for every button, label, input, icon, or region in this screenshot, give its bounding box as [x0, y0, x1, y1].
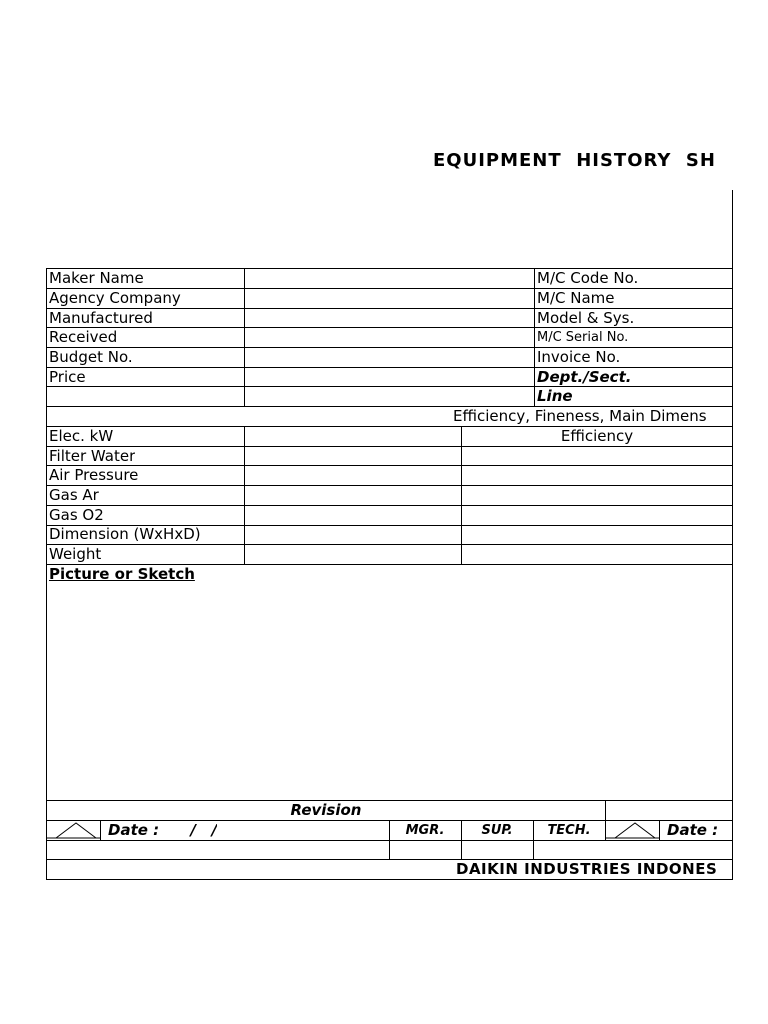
field-mc-name-label: M/C Name: [537, 289, 615, 307]
revision-date-right: Date :: [667, 821, 719, 839]
field-maker-name-label: Maker Name: [49, 269, 144, 287]
spec-header: Efficiency, Fineness, Main Dimens: [453, 407, 707, 425]
revision-label: Revision: [290, 801, 362, 819]
spec-elec-kw-label: Elec. kW: [49, 427, 114, 445]
efficiency-label: Efficiency: [560, 427, 634, 445]
field-mc-serial-label: M/C Serial No.: [537, 330, 629, 345]
spec-gas-ar-label: Gas Ar: [49, 486, 99, 504]
field-line-label: Line: [537, 387, 573, 405]
field-budget-no-label: Budget No.: [49, 348, 133, 366]
field-dept-sect-label: Dept./Sect.: [537, 368, 632, 386]
page-title: EQUIPMENT HISTORY SH: [433, 150, 716, 171]
sign-mgr-label: MGR.: [405, 823, 445, 838]
field-received-label: Received: [49, 328, 118, 346]
sign-sup-label: SUP.: [481, 823, 513, 838]
footer-company: DAIKIN INDUSTRIES INDONES: [456, 860, 718, 878]
spec-filter-water-label: Filter Water: [49, 447, 136, 465]
field-price-label: Price: [49, 368, 86, 386]
sign-tech-label: TECH.: [547, 823, 591, 838]
spec-dimension-label: Dimension (WxHxD): [49, 525, 201, 543]
revision-triangle-icon: [46, 820, 100, 840]
spec-weight-label: Weight: [49, 545, 102, 563]
field-manufactured-label: Manufactured: [49, 309, 153, 327]
revision-date-left: Date : / /: [108, 821, 218, 839]
picture-sketch-label: Picture or Sketch: [49, 565, 195, 583]
spec-air-pressure-label: Air Pressure: [49, 466, 139, 484]
field-mc-code-label: M/C Code No.: [537, 269, 639, 287]
field-invoice-no-label: Invoice No.: [537, 348, 621, 366]
spec-gas-o2-label: Gas O2: [49, 506, 104, 524]
field-agency-company-label: Agency Company: [49, 289, 181, 307]
title-box-border: [732, 190, 733, 880]
revision-triangle-icon-right: [605, 820, 659, 840]
field-model-sys-label: Model & Sys.: [537, 309, 635, 327]
